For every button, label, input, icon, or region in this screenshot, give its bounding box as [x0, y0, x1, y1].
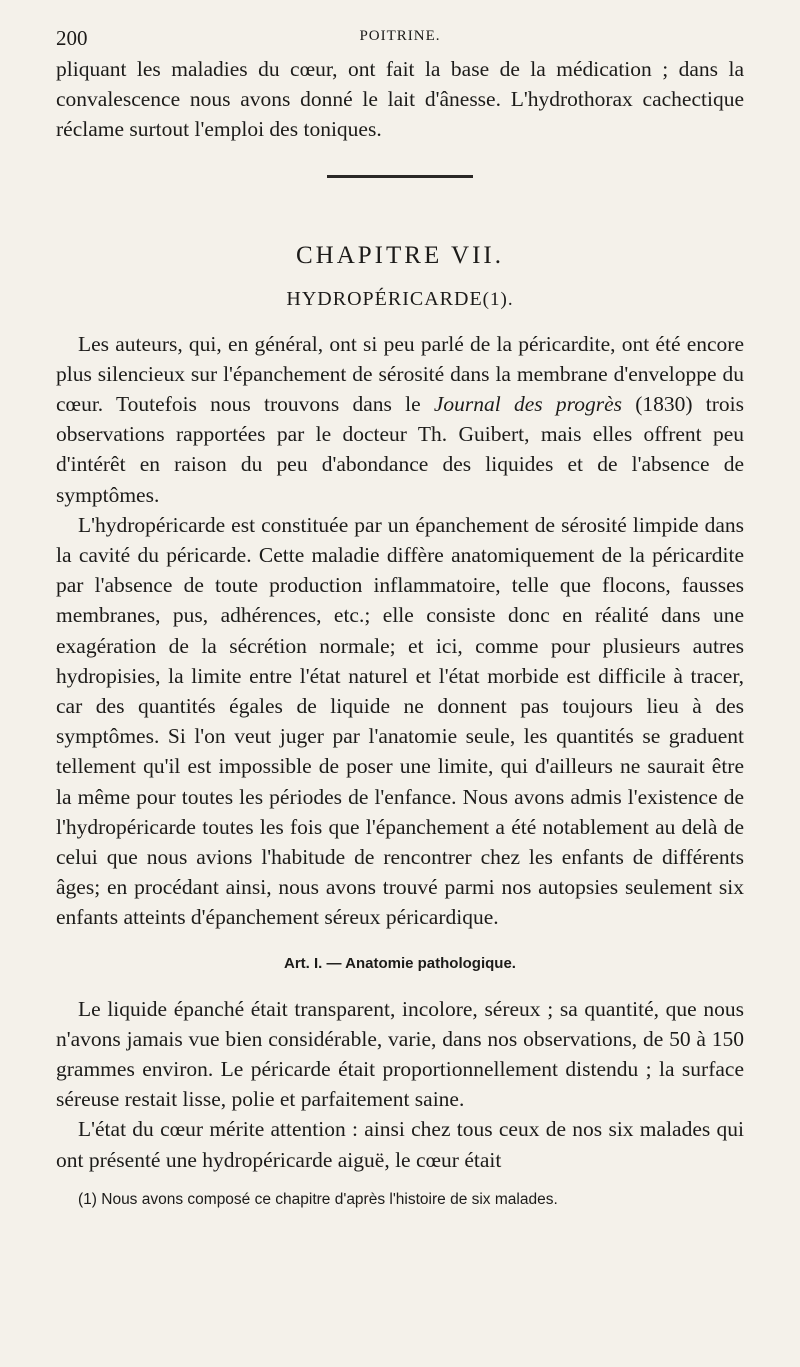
book-page [56, 22, 744, 1211]
paragraph-1-part-a: Les auteurs, qui, en général, ont si peu parlé de la péricardite, ont été encore plus silencieux sur l'épanchement de sérosité dans la membrane d'enveloppe du cœur. Toutefois nous trouvons dans le [56, 331, 744, 417]
paragraph-2: L'hydropéricarde est constituée par un épanchement de sérosité limpide dans la cavité du péricarde. Cette maladie diffère anatomiquement de la péricardite par l'absence de toute production inflammatoire, telle que flocons, fausses membranes, pus, adhérences, etc.; elle consiste donc en réalité dans une exagération de la sécrétion normale; et ici, comme pour plusieurs autres hydropisies, la limite entre l'état naturel et l'état morbide est difficile à tracer, car des quantités égales de liquide ne donnent pas toujours lieu à des symptômes. Si l'on veut juger par l'anatomie seule, les quantités se graduent tellement qu'il est impossible de poser une limite, qui d'ailleurs ne saurait être la même pour toutes les périodes de l'enfance. Nous avons admis l'existence de l'hydropéricarde toutes les fois que l'épanchement a été notablement au delà de celui que nous avions l'habitude de rencontrer chez les enfants de différents âges; en procédant ainsi, nous avons trouvé parmi nos autopsies seulement six enfants atteints d'épanchement séreux péricardique. [56, 512, 744, 930]
section-divider [327, 175, 473, 178]
section-title-text: HYDROPÉRICARDE [286, 287, 483, 310]
footnote-ref: (1). [482, 288, 514, 310]
paragraph-1 [56, 329, 744, 510]
journal-title: Journal des progrès [433, 392, 622, 417]
page-number: 200 [56, 26, 88, 50]
paragraph-1-part-b: (1830) trois observations rapportées par le docteur Th. Guibert, mais elles offrent peu d'intérêt en raison du peu d'abondance des liquides et de l'absence de symptômes. [56, 392, 744, 507]
footnote: (1) Nous avons composé ce chapitre d'après l'histoire de six malades. [78, 1190, 558, 1208]
running-head [56, 22, 744, 54]
chapter-title: CHAPITRE VII. [296, 241, 504, 269]
intro-paragraph: pliquant les maladies du cœur, ont fait la base de la médication ; dans la convalescence nous avons donné le lait d'ânesse. L'hydrothorax cachectique réclame surtout l'emploi des toniques. [56, 57, 744, 142]
running-title: POITRINE. [359, 28, 441, 44]
paragraph-3: Le liquide épanché était transparent, incolore, séreux ; sa quantité, que nous n'avons jamais vue bien considérable, varie, dans nos observations, de 50 à 150 grammes environ. Le péricarde était proportionnellement distendu ; la surface séreuse restait lisse, polie et parfaitement saine. [56, 996, 744, 1112]
section-title [56, 288, 744, 311]
paragraph-4: L'état du cœur mérite attention : ainsi chez tous ceux de nos six malades qui ont présenté une hydropéricarde aiguë, le cœur était [56, 1117, 744, 1172]
article-heading: Art. I. — Anatomie pathologique. [284, 954, 516, 972]
